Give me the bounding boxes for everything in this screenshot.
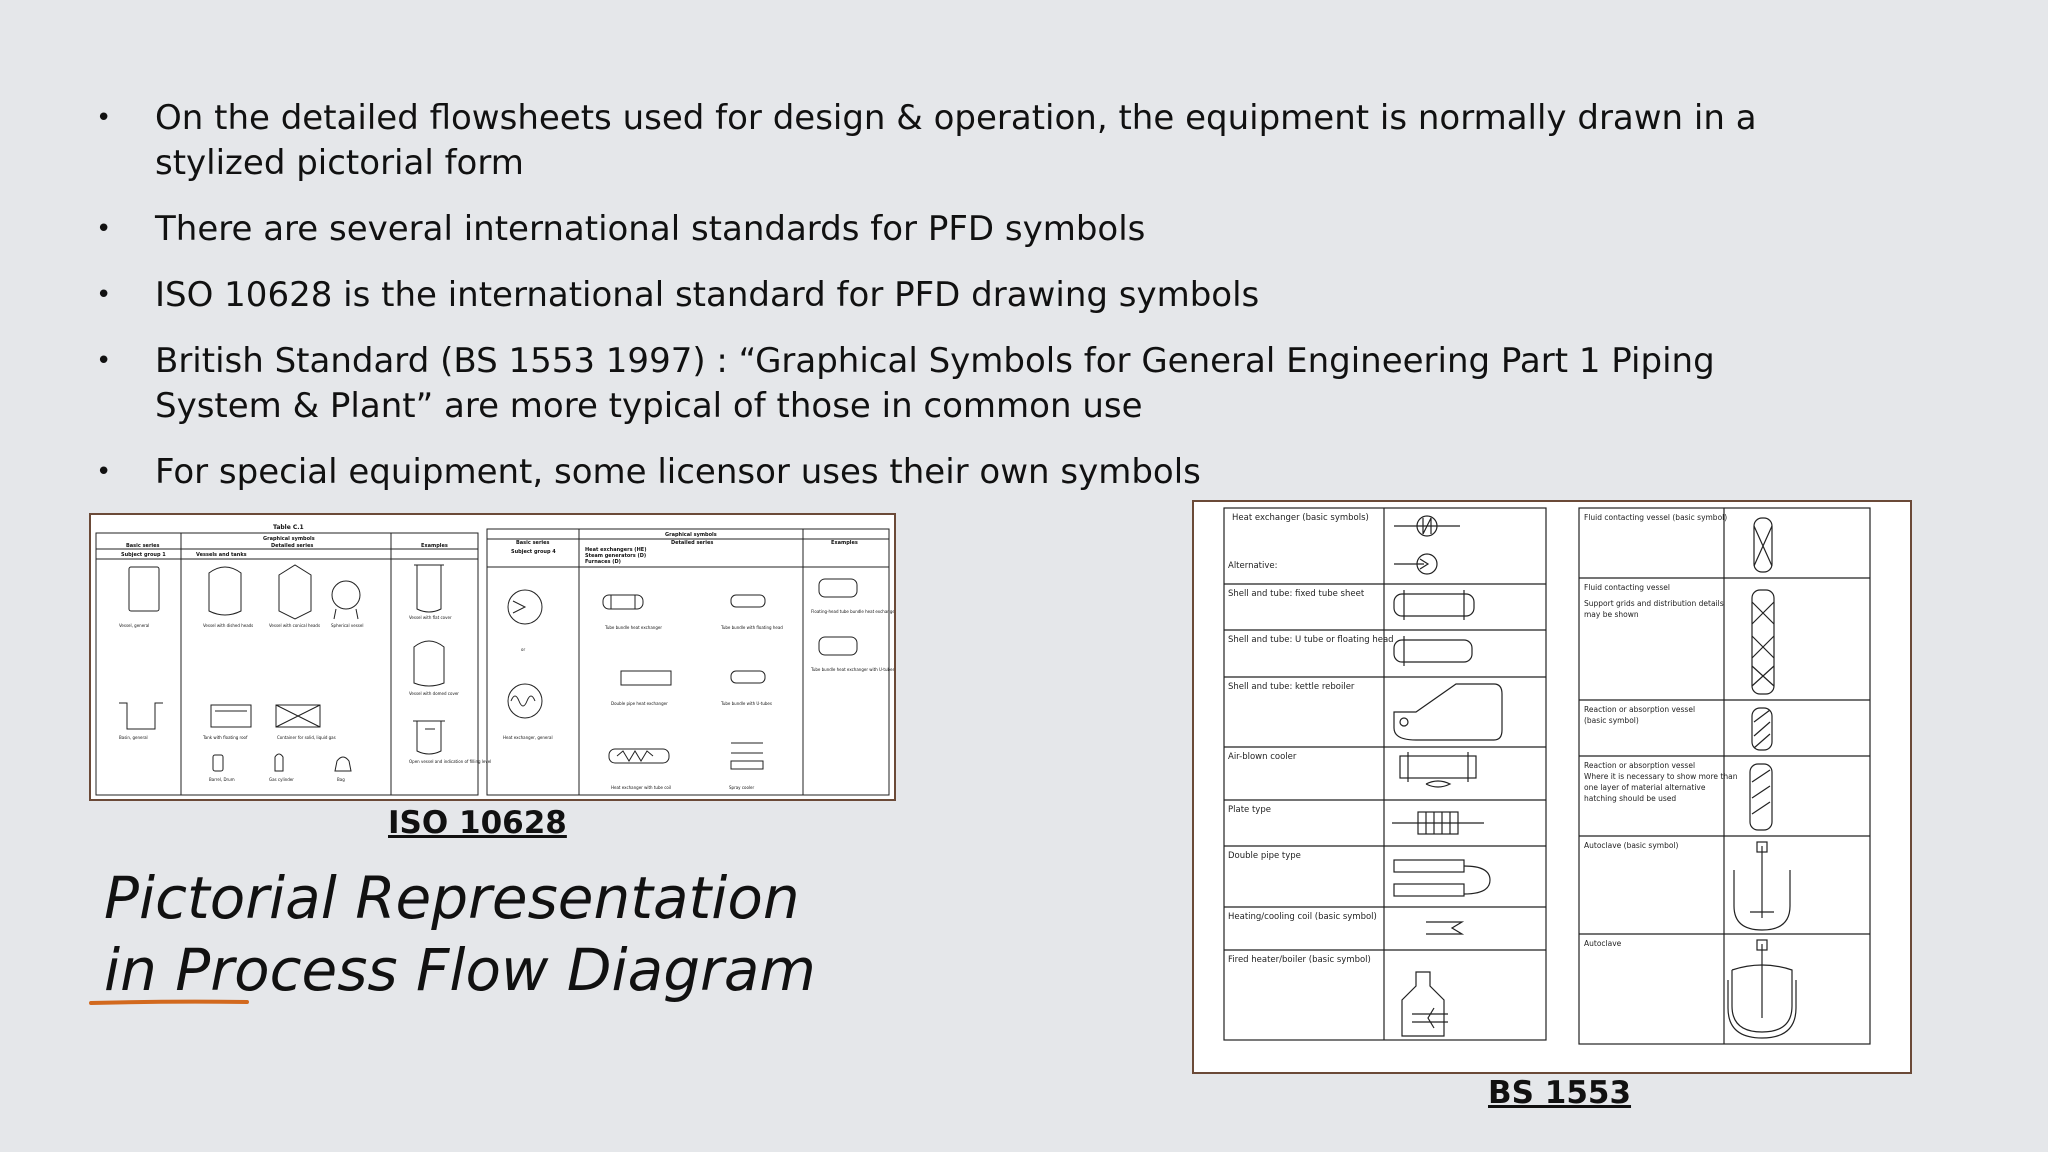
iso-label-flat-cover: Vessel with flat cover — [409, 615, 452, 620]
vessel-flat-cover-icon — [414, 565, 444, 612]
iso-label-u-tube-example: Tube bundle heat exchanger with U-tubes — [811, 667, 894, 672]
iso-label-open-vessel: Open vessel and indication of filling level — [409, 759, 492, 764]
iso-label-floating-head-example: Floating-head tube bundle heat exchanger — [811, 609, 894, 614]
vessel-general-icon — [129, 567, 159, 611]
tank-floating-roof-icon — [211, 705, 251, 727]
bullet-text: On the detailed flowsheets used for design & operation, the equipment is normally drawn in a stylized pictorial form — [155, 98, 1757, 183]
bs-row-air-blown-cooler: Air-blown cooler — [1228, 752, 1297, 762]
bs-symbol-drawing — [1194, 502, 1910, 1072]
bs-row-fired-heater: Fired heater/boiler (basic symbol) — [1228, 955, 1371, 965]
iso-label-spherical: Spherical vessel — [331, 623, 364, 628]
slide-title — [104, 862, 816, 1006]
bag-icon — [335, 757, 351, 771]
open-vessel-icon — [413, 721, 445, 754]
bs-heating-coil-icon — [1426, 922, 1462, 934]
spherical-vessel-icon — [332, 581, 360, 609]
bs-r-reaction2-line3: one layer of material alternative — [1584, 783, 1706, 792]
barrel-icon — [213, 755, 223, 771]
iso-label-he-general: Heat exchanger, general — [503, 735, 553, 740]
tube-bundle-he-icon — [603, 595, 643, 609]
bullet-item — [96, 96, 1796, 186]
double-pipe-he-icon — [621, 671, 671, 685]
iso-right-group-name-3: Furnaces (D) — [585, 559, 621, 565]
bs-left-table — [1224, 508, 1546, 1040]
iso-label-domed-cover: Vessel with domed cover — [409, 691, 459, 696]
bs-r-fluid-line1: Fluid contacting vessel — [1584, 583, 1670, 592]
bs-row-u-tube: Shell and tube: U tube or floating head — [1228, 635, 1394, 645]
tube-bundle-floating-head-icon — [731, 595, 765, 607]
bs-fluid-vessel-grids-icon — [1752, 590, 1774, 694]
iso-label-basin: Basin, general — [119, 735, 148, 740]
bullet-item — [96, 207, 1796, 252]
bs-r-autoclave: Autoclave — [1584, 939, 1622, 948]
iso-left-detailed-series: Detailed series — [271, 543, 314, 549]
bs-row-fixed-tube-sheet: Shell and tube: fixed tube sheet — [1228, 589, 1365, 599]
bs-u-tube-icon — [1394, 636, 1472, 666]
bullet-text: British Standard (BS 1553 1997) : “Graphical Symbols for General Engineering Part 1 Piping System & Plant” are more typical of those in common use — [155, 341, 1715, 426]
iso-left-basic-series: Basic series — [126, 543, 160, 549]
iso-label-gas-cylinder: Gas cylinder — [269, 777, 294, 782]
iso-label-conical: Vessel with conical heads — [269, 623, 321, 628]
iso-label-spray-cooler: Spray cooler — [729, 785, 755, 790]
iso-label-floating-head: Tube bundle with floating head — [721, 625, 783, 630]
iso-right-group-name-2: Steam generators (D) — [585, 553, 647, 559]
iso-right-graphical-symbols: Graphical symbols — [665, 532, 717, 538]
title-line-2: in Process Flow Diagram — [104, 936, 816, 1004]
iso-table-title: Table C.1 — [273, 524, 304, 531]
bs-double-pipe-icon — [1394, 860, 1490, 896]
bullet-item — [96, 450, 1796, 495]
bs-fired-heater-icon — [1402, 972, 1448, 1036]
iso-left-table — [96, 524, 491, 795]
bs-reaction-vessel-icon — [1752, 708, 1772, 750]
iso-label-dished: Vessel with dished heads — [203, 623, 254, 628]
iso-right-examples: Examples — [831, 540, 858, 546]
bullet-icon: • — [96, 280, 112, 310]
iso-10628-symbol-table — [89, 513, 896, 801]
vessel-domed-cover-icon — [414, 641, 444, 686]
bs-r-reaction-line1: Reaction or absorption vessel — [1584, 705, 1696, 714]
basin-general-icon — [119, 703, 163, 729]
bs-right-table — [1579, 508, 1870, 1044]
vessel-dished-heads-icon — [209, 567, 241, 615]
iso-label-double-pipe: Double pipe heat exchanger — [611, 701, 668, 706]
bs-row-plate-type: Plate type — [1228, 805, 1271, 815]
title-accent-underline — [89, 998, 249, 1006]
gas-cylinder-icon — [275, 754, 283, 771]
bullet-icon: • — [96, 457, 112, 487]
bs-row-heating-coil: Heating/cooling coil (basic symbol) — [1228, 912, 1377, 922]
iso-label-tube-coil: Heat exchanger with tube coil — [611, 785, 672, 790]
heat-exchanger-alt-icon — [508, 684, 542, 718]
iso-label-barrel: Barrel, Drum — [209, 777, 235, 782]
bs-he-alt-icon — [1394, 554, 1437, 574]
iso-symbol-drawing — [91, 515, 894, 799]
iso-right-detailed-series: Detailed series — [671, 540, 714, 546]
bs-r-reaction2-line2: Where it is necessary to show more than — [1584, 772, 1738, 781]
iso-left-graphical-symbols: Graphical symbols — [263, 536, 315, 542]
iso-label-container: Container for solid, liquid gas — [277, 735, 336, 740]
iso-right-table — [487, 529, 894, 795]
bs-r-fluid-basic: Fluid contacting vessel (basic symbol) — [1584, 513, 1728, 522]
bs-autoclave-icon — [1728, 940, 1796, 1038]
bs-r-reaction2-line4: hatching should be used — [1584, 794, 1677, 803]
title-line-1: Pictorial Representation — [104, 864, 800, 932]
bs-air-cooler-icon — [1400, 752, 1476, 787]
bs-plate-type-icon — [1392, 812, 1484, 834]
bs-r-reaction2-line1: Reaction or absorption vessel — [1584, 761, 1696, 770]
bullet-item — [96, 273, 1796, 318]
bs-autoclave-basic-icon — [1734, 842, 1790, 930]
bs-r-reaction-line2: (basic symbol) — [1584, 716, 1639, 725]
iso-label-floating-roof: Tank with floating roof — [203, 735, 248, 740]
iso-right-subject-group: Subject group 4 — [511, 549, 556, 555]
bs-fluid-vessel-icon — [1754, 518, 1772, 572]
bs-he-basic-icon — [1394, 516, 1460, 536]
bs-row-double-pipe: Double pipe type — [1228, 851, 1301, 861]
bullet-item — [96, 339, 1796, 429]
bs-caption: BS 1553 — [1488, 1075, 1632, 1111]
iso-label-tube-bundle: Tube bundle heat exchanger — [605, 625, 662, 630]
bullet-text: There are several international standards for PFD symbols — [155, 209, 1146, 249]
iso-right-group-name-1: Heat exchangers (HE) — [585, 547, 647, 553]
iso-caption: ISO 10628 — [388, 805, 567, 841]
bs-row-heat-exchanger: Heat exchanger (basic symbols) — [1232, 513, 1369, 523]
bs-r-fluid-line3: may be shown — [1584, 610, 1639, 619]
bs-1553-symbol-table — [1192, 500, 1912, 1074]
bullet-icon: • — [96, 214, 112, 244]
iso-label-vessel-general: Vessel, general — [119, 623, 150, 628]
tube-bundle-u-tubes-icon — [731, 671, 765, 683]
bullet-text: ISO 10628 is the international standard for PFD drawing symbols — [155, 275, 1260, 315]
iso-label-bag: Bag — [337, 777, 345, 782]
bullet-icon: • — [96, 103, 112, 133]
bullet-icon: • — [96, 346, 112, 376]
u-tube-he-icon — [819, 637, 857, 655]
bs-r-fluid-line2: Support grids and distribution details — [1584, 599, 1724, 608]
bs-r-autoclave-basic: Autoclave (basic symbol) — [1584, 841, 1679, 850]
spray-cooler-icon — [731, 743, 763, 769]
he-tube-coil-icon — [609, 749, 669, 763]
iso-label-u-tubes: Tube bundle with U-tubes — [721, 701, 772, 706]
bs-reaction-vessel-layered-icon — [1750, 764, 1772, 830]
bs-fixed-tube-sheet-icon — [1394, 590, 1474, 620]
iso-left-group-name: Vessels and tanks — [196, 552, 247, 558]
bullet-text: For special equipment, some licensor uses their own symbols — [155, 452, 1201, 492]
vessel-conical-heads-icon — [279, 565, 311, 619]
bs-kettle-reboiler-icon — [1394, 684, 1502, 740]
iso-left-examples: Examples — [421, 543, 448, 549]
iso-label-or: or — [521, 647, 526, 652]
bs-row-kettle-reboiler: Shell and tube: kettle reboiler — [1228, 682, 1355, 692]
bullet-list — [96, 96, 1796, 516]
iso-left-subject-group: Subject group 1 — [121, 552, 166, 558]
floating-head-he-icon — [819, 579, 857, 597]
iso-right-basic-series: Basic series — [516, 540, 550, 546]
bs-row-alternative: Alternative: — [1228, 561, 1278, 571]
